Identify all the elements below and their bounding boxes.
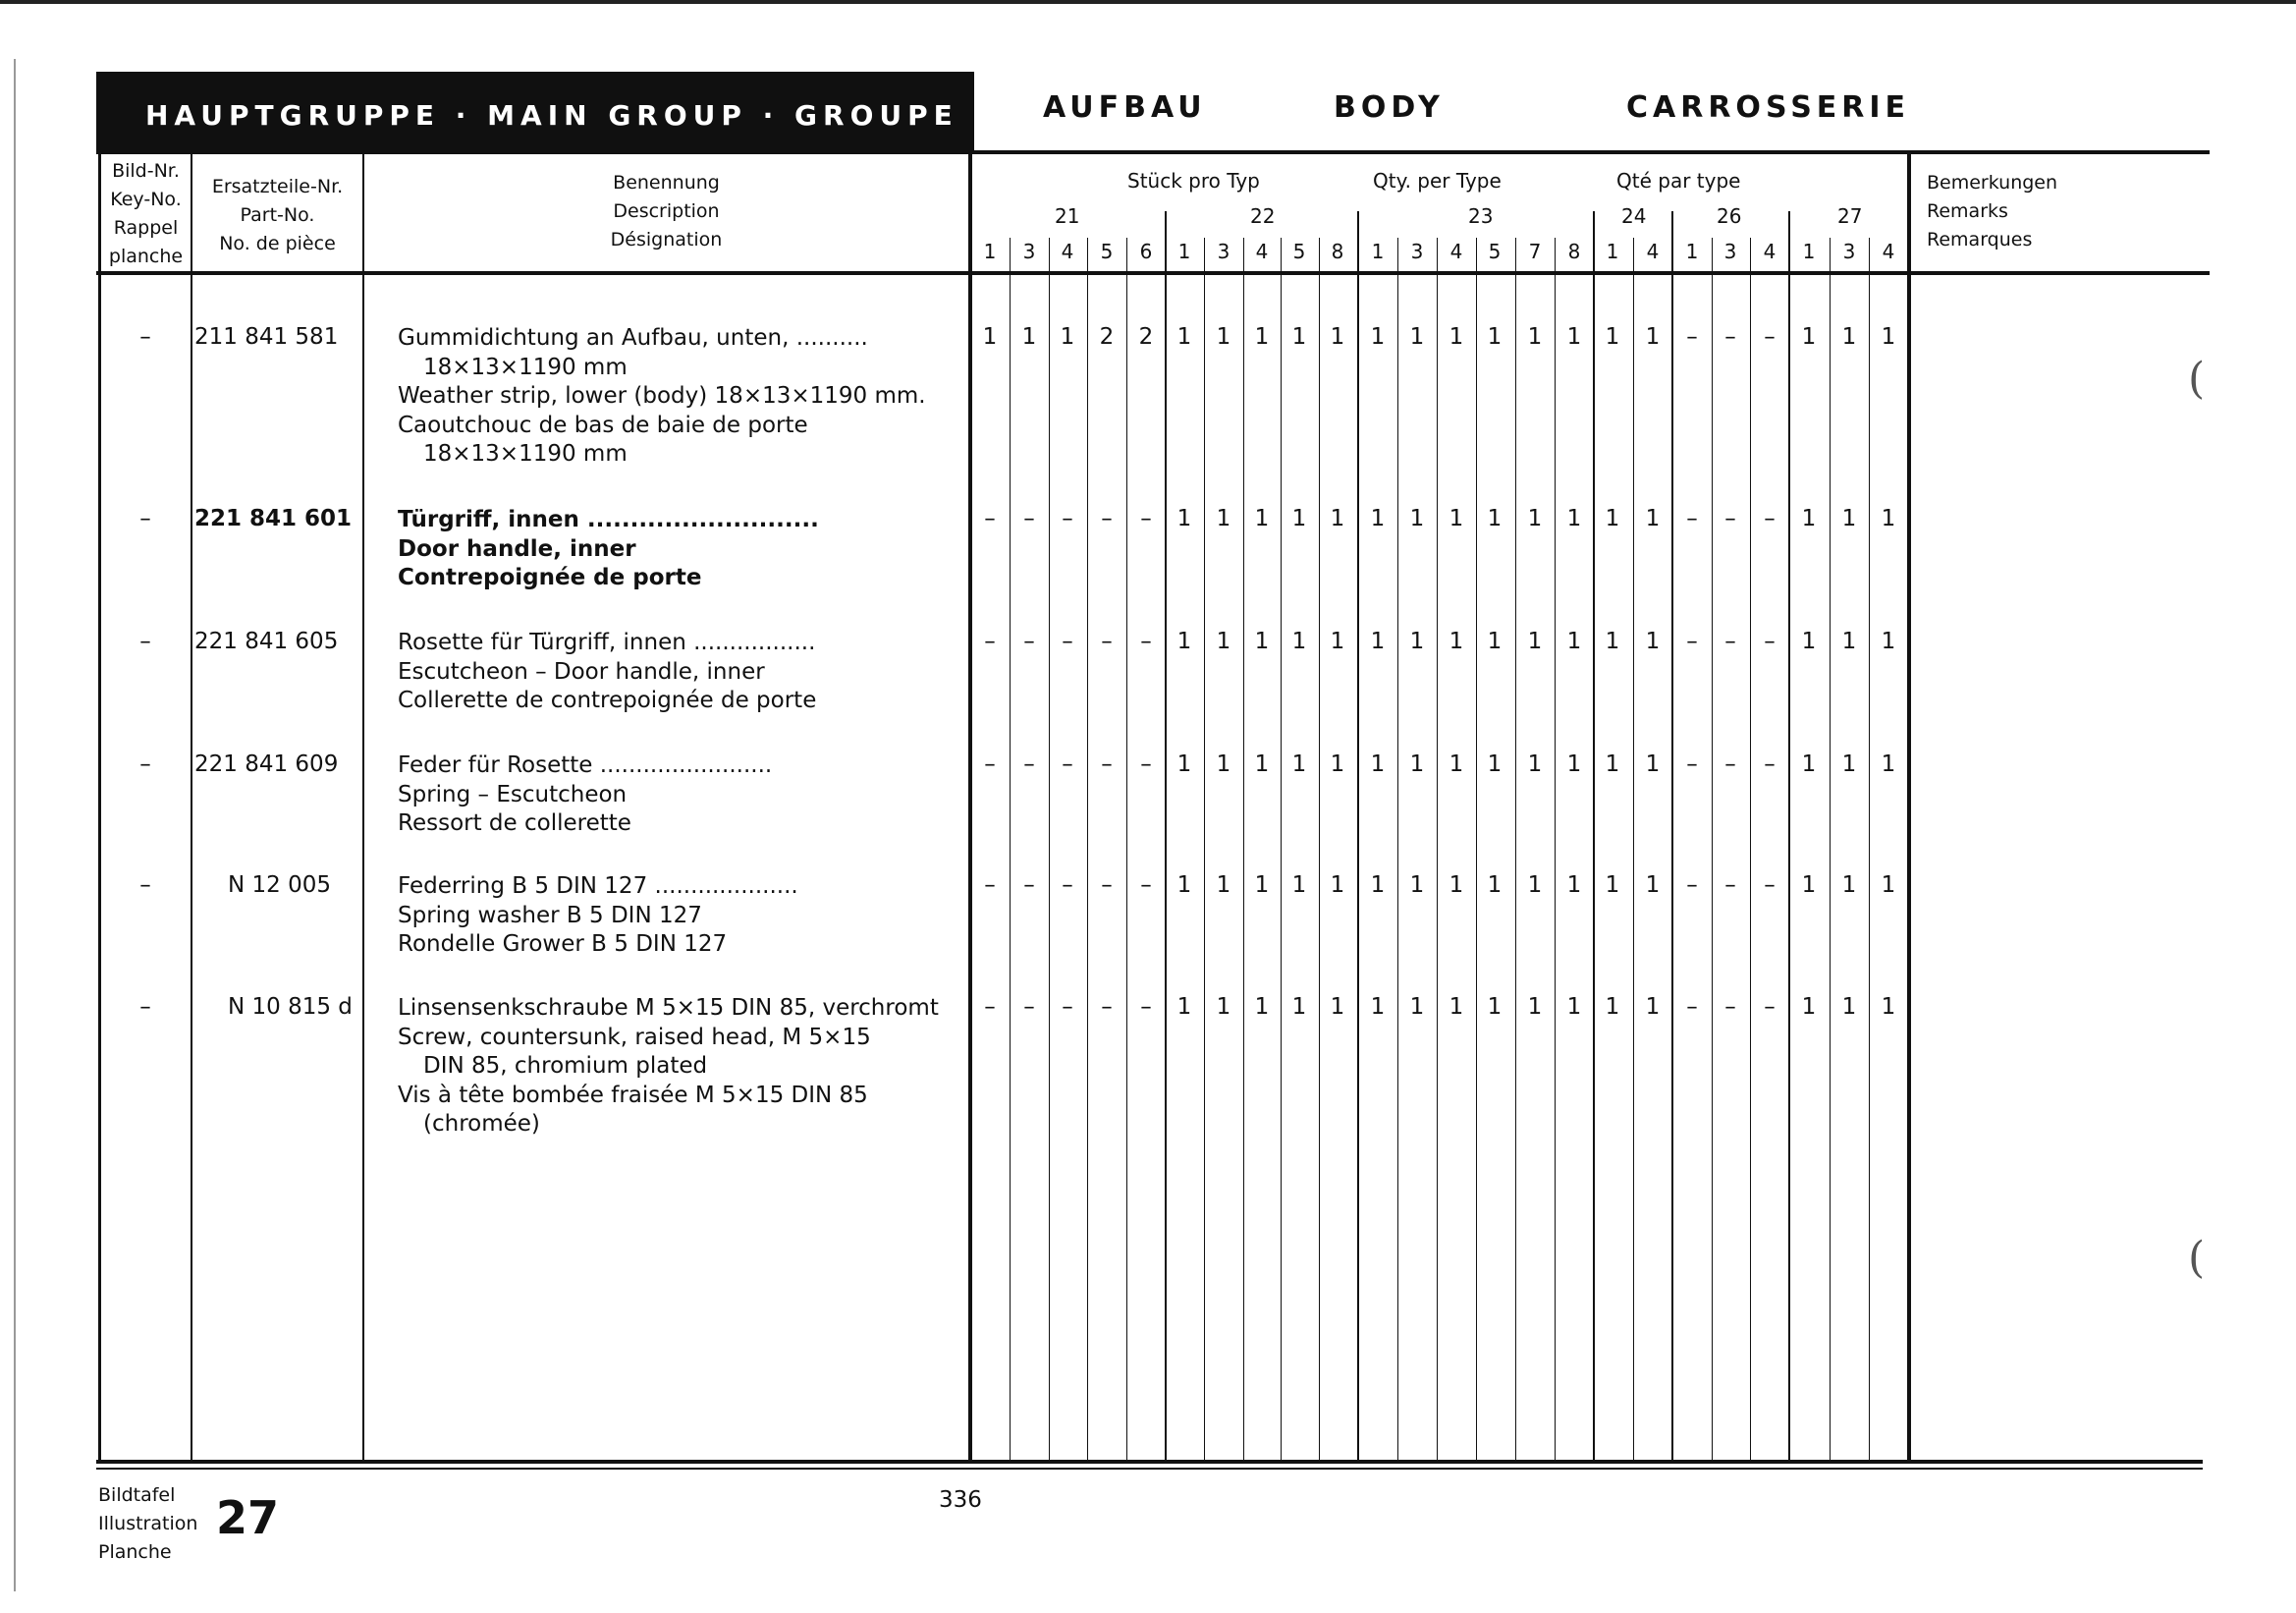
description-line: Screw, countersunk, raised head, M 5×15 xyxy=(398,1024,871,1050)
qty-cell: 1 xyxy=(1216,751,1231,777)
subtype-label: 3 xyxy=(1723,240,1737,263)
qty-cell: 1 xyxy=(1881,872,1896,898)
description-line: Feder für Rosette ........................ xyxy=(398,752,773,778)
title-en: BODY xyxy=(1334,90,1445,125)
plate-label: Bildtafel Illustration Planche xyxy=(98,1484,198,1563)
row-part-no: N 10 815 d xyxy=(228,994,353,1020)
description-line: (chromée) xyxy=(423,1111,540,1137)
qty-cell: – xyxy=(1724,751,1736,777)
qty-cell: – xyxy=(1724,506,1736,531)
description-line: Gummidichtung an Aufbau, unten, .......... xyxy=(398,325,868,351)
qty-cell: – xyxy=(1764,629,1776,654)
subtype-label: 1 xyxy=(983,240,997,263)
qty-cell: 1 xyxy=(1801,994,1817,1020)
key-no-header: Bild-Nr. Key-No. Rappel planche xyxy=(108,160,184,267)
qty-cell: 1 xyxy=(1566,994,1582,1020)
qty-cell: – xyxy=(1764,324,1776,350)
qty-cell: – xyxy=(1764,994,1776,1020)
subtype-divider xyxy=(1204,238,1205,1462)
qty-cell: 1 xyxy=(1291,994,1307,1020)
qty-cell: 1 xyxy=(1566,872,1582,898)
qty-cell: 1 xyxy=(1605,506,1620,531)
qty-cell: 1 xyxy=(1370,872,1386,898)
qty-cell: 1 xyxy=(1645,506,1661,531)
subtype-divider xyxy=(1633,238,1634,1462)
qty-cell: 1 xyxy=(1370,629,1386,654)
qty-cell: 1 xyxy=(1801,324,1817,350)
qty-cell: – xyxy=(1686,994,1698,1020)
qty-cell: 1 xyxy=(1487,324,1503,350)
qty-cell: 1 xyxy=(1330,872,1345,898)
qty-cell: 1 xyxy=(1566,506,1582,531)
type-group-label: 24 xyxy=(1621,204,1647,228)
qty-cell: 1 xyxy=(1216,506,1231,531)
qty-cell: 1 xyxy=(1487,629,1503,654)
subtype-label: 1 xyxy=(1177,240,1191,263)
part-col-line xyxy=(362,152,364,1463)
part-no-header: Ersatzteile-Nr. Part-No. No. de pièce xyxy=(211,176,344,254)
type-group-divider xyxy=(1671,211,1673,1462)
main-group-label: HAUPTGRUPPE · MAIN GROUP · GROUPE xyxy=(145,99,958,132)
subtype-divider xyxy=(1869,238,1870,1462)
qty-cell: 1 xyxy=(1176,324,1192,350)
qty-cell: 2 xyxy=(1138,324,1154,350)
qty-cell: 1 xyxy=(1881,324,1896,350)
subtype-label: 4 xyxy=(1763,240,1777,263)
qty-cell: 1 xyxy=(1841,872,1857,898)
description-line: Contrepoignée de porte xyxy=(398,565,702,590)
qty-cell: 1 xyxy=(1176,872,1192,898)
qty-cell: 1 xyxy=(1370,994,1386,1020)
type-group-label: 27 xyxy=(1837,204,1863,228)
qty-cell: – xyxy=(1724,629,1736,654)
subtype-divider xyxy=(1437,238,1438,1462)
qty-cell: 1 xyxy=(1841,751,1857,777)
remarks-header: Bemerkungen Remarks Remarques xyxy=(1927,172,2058,250)
qty-cell: 1 xyxy=(1841,994,1857,1020)
qty-cell: 1 xyxy=(1370,506,1386,531)
description-line: Federring B 5 DIN 127 .................... xyxy=(398,873,798,899)
subtype-divider xyxy=(1243,238,1244,1462)
group-number: 8 xyxy=(1001,90,1028,134)
qty-cell: – xyxy=(1764,872,1776,898)
row-description xyxy=(398,506,819,593)
qty-cell: 1 xyxy=(1409,629,1425,654)
subtype-divider xyxy=(1087,238,1088,1462)
qty-cell: 1 xyxy=(1330,994,1345,1020)
description-line: 18×13×1190 mm xyxy=(423,441,628,467)
qty-cell: 1 xyxy=(1487,751,1503,777)
qty-cell: 1 xyxy=(1176,994,1192,1020)
qty-cell: – xyxy=(1724,872,1736,898)
qty-cell: 1 xyxy=(1645,324,1661,350)
table-bottom-line xyxy=(96,1460,2203,1464)
row-description xyxy=(398,324,926,470)
qty-cell: – xyxy=(984,506,996,531)
type-group-divider xyxy=(1593,211,1595,1462)
table-bottom-line-2 xyxy=(96,1468,2203,1470)
qty-cell: 1 xyxy=(1487,506,1503,531)
qty-cell: 1 xyxy=(1801,506,1817,531)
qty-cell: 1 xyxy=(1291,872,1307,898)
row-part-no: 211 841 581 xyxy=(194,324,339,350)
qty-cell: 1 xyxy=(1645,751,1661,777)
row-part-no: 221 841 601 xyxy=(194,506,353,531)
qty-cell: 1 xyxy=(1409,751,1425,777)
qty-cell: 1 xyxy=(1881,994,1896,1020)
qty-cell: – xyxy=(984,994,996,1020)
qty-cell: 1 xyxy=(1841,629,1857,654)
qty-cell: 1 xyxy=(1449,506,1464,531)
qty-cell: 1 xyxy=(1841,506,1857,531)
qty-cell: 1 xyxy=(1527,324,1543,350)
qty-cell: 1 xyxy=(1370,751,1386,777)
description-line: Linsensenkschraube M 5×15 DIN 85, verchromt xyxy=(398,995,939,1021)
main-group-banner xyxy=(96,72,1028,152)
qty-cell: – xyxy=(1023,994,1035,1020)
qty-cell: 1 xyxy=(1605,872,1620,898)
qty-cell: 1 xyxy=(1605,751,1620,777)
subtype-divider xyxy=(1319,238,1320,1462)
left-edge-mark xyxy=(14,59,16,1591)
qty-cell: – xyxy=(1686,506,1698,531)
description-line: Rosette für Türgriff, innen ................. xyxy=(398,630,816,655)
qty-cell: 1 xyxy=(1254,994,1270,1020)
subtype-divider xyxy=(1750,238,1751,1462)
qty-cell: – xyxy=(1023,751,1035,777)
qty-cell: 1 xyxy=(1449,629,1464,654)
qty-cell: – xyxy=(1062,994,1073,1020)
subtype-label: 1 xyxy=(1371,240,1385,263)
qty-cell: 1 xyxy=(1449,324,1464,350)
qty-cell: 1 xyxy=(1449,872,1464,898)
qty-cell: 1 xyxy=(1645,994,1661,1020)
header-bottom-line xyxy=(96,271,2210,275)
type-group-label: 22 xyxy=(1250,204,1276,228)
subtype-label: 4 xyxy=(1449,240,1463,263)
qty-cell: – xyxy=(1686,872,1698,898)
row-description xyxy=(398,751,772,839)
qty-cell: 1 xyxy=(1566,324,1582,350)
qty-cell: – xyxy=(1686,324,1698,350)
description-line: Weather strip, lower (body) 18×13×1190 mm. xyxy=(398,383,926,409)
row-key-no: – xyxy=(139,324,151,350)
qty-cell: 1 xyxy=(1291,324,1307,350)
qty-cell: – xyxy=(1101,506,1113,531)
subtype-label: 4 xyxy=(1646,240,1660,263)
type-group-divider xyxy=(1357,211,1359,1462)
description-line: 18×13×1190 mm xyxy=(423,354,628,380)
subtype-label: 1 xyxy=(1685,240,1699,263)
qty-cell: – xyxy=(1140,506,1152,531)
title-de: AUFBAU xyxy=(1043,90,1207,125)
qty-cell: 1 xyxy=(1605,629,1620,654)
qty-cell: 1 xyxy=(1409,872,1425,898)
qty-title-de: Stück pro Typ xyxy=(1127,169,1260,193)
description-line: Türgriff, innen ........................... xyxy=(398,507,819,532)
qty-cell: 1 xyxy=(1254,506,1270,531)
subtype-label: 3 xyxy=(1217,240,1230,263)
description-line: Escutcheon – Door handle, inner xyxy=(398,658,765,685)
qty-title-en: Qty. per Type xyxy=(1373,169,1502,193)
qty-cell: – xyxy=(1023,506,1035,531)
subtype-divider xyxy=(1712,238,1713,1462)
qty-cell: – xyxy=(1101,751,1113,777)
qty-cell: 1 xyxy=(1291,751,1307,777)
row-key-no: – xyxy=(139,506,151,531)
subtype-divider xyxy=(1010,238,1011,1462)
qty-cell: 1 xyxy=(1254,324,1270,350)
subtype-divider xyxy=(1049,238,1050,1462)
title-fr: CARROSSERIE xyxy=(1626,90,1911,125)
qty-cell: 1 xyxy=(1060,324,1075,350)
row-key-no: – xyxy=(139,629,151,654)
qty-cell: – xyxy=(1686,751,1698,777)
qty-cell: – xyxy=(1140,751,1152,777)
qty-cell: 1 xyxy=(1330,506,1345,531)
qty-cell: 1 xyxy=(1527,506,1543,531)
qty-cell: – xyxy=(1724,324,1736,350)
margin-mark: ( xyxy=(2188,1233,2206,1283)
subtype-label: 7 xyxy=(1528,240,1542,263)
qty-title-fr: Qté par type xyxy=(1616,169,1741,193)
qty-cell: 1 xyxy=(1449,751,1464,777)
header-top-line xyxy=(96,150,2210,154)
subtype-divider xyxy=(1397,238,1398,1462)
qty-cell: – xyxy=(1101,994,1113,1020)
qty-cell: – xyxy=(1764,751,1776,777)
subtype-label: 3 xyxy=(1842,240,1856,263)
subtype-divider xyxy=(1515,238,1516,1462)
qty-cell: 1 xyxy=(1254,751,1270,777)
row-part-no: N 12 005 xyxy=(228,872,331,898)
qty-cell: 1 xyxy=(1216,629,1231,654)
type-group-divider xyxy=(1788,211,1790,1462)
qty-cell: 1 xyxy=(1527,872,1543,898)
qty-cell: 1 xyxy=(1216,994,1231,1020)
qty-cell: 1 xyxy=(1370,324,1386,350)
description-line: Ressort de collerette xyxy=(398,810,631,836)
subtype-label: 4 xyxy=(1882,240,1895,263)
qty-cell: 1 xyxy=(1881,506,1896,531)
qty-cell: 1 xyxy=(1645,872,1661,898)
subtype-label: 5 xyxy=(1488,240,1502,263)
row-description xyxy=(398,994,939,1140)
page-number: 336 xyxy=(939,1487,982,1513)
qty-cell: 1 xyxy=(1527,629,1543,654)
qty-cell: 1 xyxy=(1176,751,1192,777)
qty-cell: – xyxy=(1764,506,1776,531)
qty-cell: 1 xyxy=(982,324,998,350)
description-line: Door handle, inner xyxy=(398,535,636,562)
qty-cell: 1 xyxy=(1330,751,1345,777)
description-line: Rondelle Grower B 5 DIN 127 xyxy=(398,931,728,957)
description-line: Caoutchouc de bas de baie de porte xyxy=(398,412,808,438)
description-line: Collerette de contrepoignée de porte xyxy=(398,688,817,713)
qty-cell: 1 xyxy=(1254,629,1270,654)
qty-cell: – xyxy=(1062,751,1073,777)
qty-cell: 1 xyxy=(1330,324,1345,350)
subtype-label: 1 xyxy=(1606,240,1619,263)
qty-cell: 1 xyxy=(1881,629,1896,654)
qty-cell: – xyxy=(1062,506,1073,531)
subtype-divider xyxy=(1126,238,1127,1462)
subtype-label: 4 xyxy=(1061,240,1074,263)
margin-mark: ( xyxy=(2188,354,2206,404)
qty-cell: – xyxy=(1023,872,1035,898)
qty-cell: 1 xyxy=(1487,872,1503,898)
qty-cell: – xyxy=(1140,994,1152,1020)
qty-cell: – xyxy=(984,872,996,898)
qty-cell: – xyxy=(984,751,996,777)
qty-cell: – xyxy=(1101,872,1113,898)
qty-cell: 1 xyxy=(1841,324,1857,350)
row-key-no: – xyxy=(139,872,151,898)
subtype-label: 5 xyxy=(1292,240,1306,263)
subtype-label: 3 xyxy=(1410,240,1424,263)
subtype-label: 4 xyxy=(1255,240,1269,263)
qty-cell: 1 xyxy=(1645,629,1661,654)
subtype-divider xyxy=(1830,238,1831,1462)
qty-cell: 1 xyxy=(1021,324,1037,350)
type-group-label: 23 xyxy=(1468,204,1494,228)
top-border-line xyxy=(0,0,2296,4)
qty-cell: 1 xyxy=(1605,994,1620,1020)
qty-cell: 1 xyxy=(1409,324,1425,350)
subtype-label: 5 xyxy=(1100,240,1114,263)
plate-number: 27 xyxy=(216,1491,280,1544)
qty-cell: 1 xyxy=(1801,872,1817,898)
row-description xyxy=(398,629,816,716)
qty-cell: 1 xyxy=(1527,751,1543,777)
qty-cell: 1 xyxy=(1449,994,1464,1020)
qty-cell: 1 xyxy=(1566,751,1582,777)
row-description xyxy=(398,872,798,960)
qty-cell: 1 xyxy=(1605,324,1620,350)
qty-cell: – xyxy=(1724,994,1736,1020)
qty-cell: – xyxy=(1140,872,1152,898)
row-key-no: – xyxy=(139,994,151,1020)
qty-cell: – xyxy=(1140,629,1152,654)
type-group-divider xyxy=(1165,211,1167,1462)
type-group-label: 26 xyxy=(1717,204,1742,228)
description-line: DIN 85, chromium plated xyxy=(423,1053,708,1079)
subtype-divider xyxy=(1281,238,1282,1462)
qty-cell: 1 xyxy=(1801,751,1817,777)
qty-cell: – xyxy=(1062,629,1073,654)
qty-cell: 1 xyxy=(1291,506,1307,531)
qty-cell: 1 xyxy=(1881,751,1896,777)
qty-cell: 1 xyxy=(1176,629,1192,654)
qty-cell: 1 xyxy=(1216,324,1231,350)
row-part-no: 221 841 609 xyxy=(194,751,339,777)
qty-cell: 1 xyxy=(1291,629,1307,654)
qty-cell: 1 xyxy=(1176,506,1192,531)
qty-cell: – xyxy=(1023,629,1035,654)
qty-cell: – xyxy=(1686,629,1698,654)
description-line: Spring washer B 5 DIN 127 xyxy=(398,902,702,928)
row-key-no: – xyxy=(139,751,151,777)
subtype-label: 8 xyxy=(1567,240,1581,263)
subtype-label: 6 xyxy=(1139,240,1153,263)
qty-cell: – xyxy=(1062,872,1073,898)
qty-cell: – xyxy=(1101,629,1113,654)
row-part-no: 221 841 605 xyxy=(194,629,339,654)
qty-cell: 1 xyxy=(1527,994,1543,1020)
qty-cell: 1 xyxy=(1330,629,1345,654)
subtype-divider xyxy=(1476,238,1477,1462)
subtype-label: 8 xyxy=(1331,240,1344,263)
description-line: Spring – Escutcheon xyxy=(398,781,628,807)
qty-cell: 1 xyxy=(1409,994,1425,1020)
qty-cell: 1 xyxy=(1254,872,1270,898)
qty-cell: 1 xyxy=(1409,506,1425,531)
description-header: Benennung Description Désignation xyxy=(610,172,723,250)
qty-cell: 2 xyxy=(1099,324,1115,350)
type-group-label: 21 xyxy=(1055,204,1080,228)
qty-cell: 1 xyxy=(1487,994,1503,1020)
qty-cell: – xyxy=(984,629,996,654)
subtype-label: 3 xyxy=(1022,240,1036,263)
qty-cell: 1 xyxy=(1216,872,1231,898)
qty-cell: 1 xyxy=(1566,629,1582,654)
description-line: Vis à tête bombée fraisée M 5×15 DIN 85 xyxy=(398,1082,868,1108)
subtype-label: 1 xyxy=(1802,240,1816,263)
qty-cell: 1 xyxy=(1801,629,1817,654)
subtype-divider xyxy=(1555,238,1556,1462)
